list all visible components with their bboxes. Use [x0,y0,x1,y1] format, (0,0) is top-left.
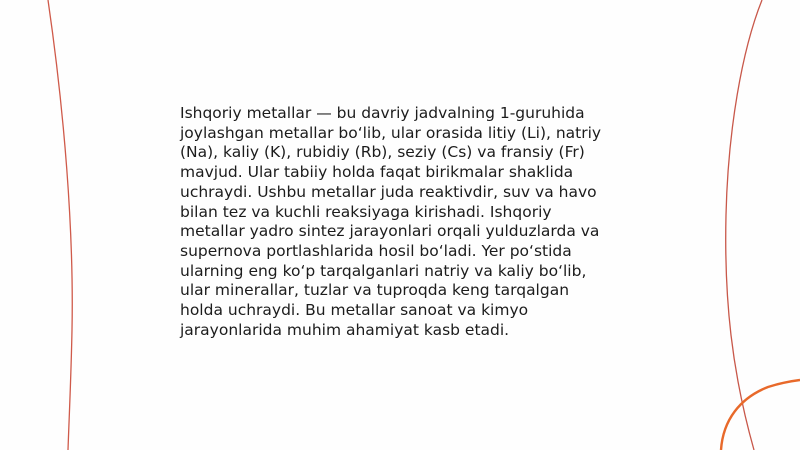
paragraph-line: supernova portlashlarida hosil bo‘ladi. Yer po‘stida [180,241,572,260]
paragraph-line: mavjud. Ular tabiiy holda faqat birikmalar shaklida [180,163,574,182]
body-paragraph [180,104,620,340]
paragraph-line: Ishqoriy metallar — bu davriy jadvalning 1-guruhida [180,104,585,122]
paragraph-line: ular minerallar, tuzlar va tuproqda keng tarqalgan [180,281,570,300]
paragraph-line: metallar yadro sintez jarayonlari orqali yulduzlarda va [180,222,600,241]
paragraph-line: holda uchraydi. Bu metallar sanoat va kimyo [180,301,529,320]
paragraph-line: bilan tez va kuchli reaksiyaga kirishadi. Ishqoriy [180,202,552,221]
paragraph-line: (Na), kaliy (K), rubidiy (Rb), seziy (Cs) va fransiy (Fr) [180,143,585,162]
paragraph-line: uchraydi. Ushbu metallar juda reaktivdir, suv va havo [180,182,597,201]
left-decorative-curve [48,0,72,450]
orange-accent-arc [721,380,800,450]
paragraph-line: jarayonlarida muhim ahamiyat kasb etadi. [180,320,510,339]
paragraph-line: ularning eng ko‘p tarqalganlari natriy va kaliy bo‘lib, [180,261,587,280]
right-decorative-curve [726,0,762,450]
paragraph-line: joylashgan metallar bo‘lib, ular orasida litiy (Li), natriy [180,123,602,142]
